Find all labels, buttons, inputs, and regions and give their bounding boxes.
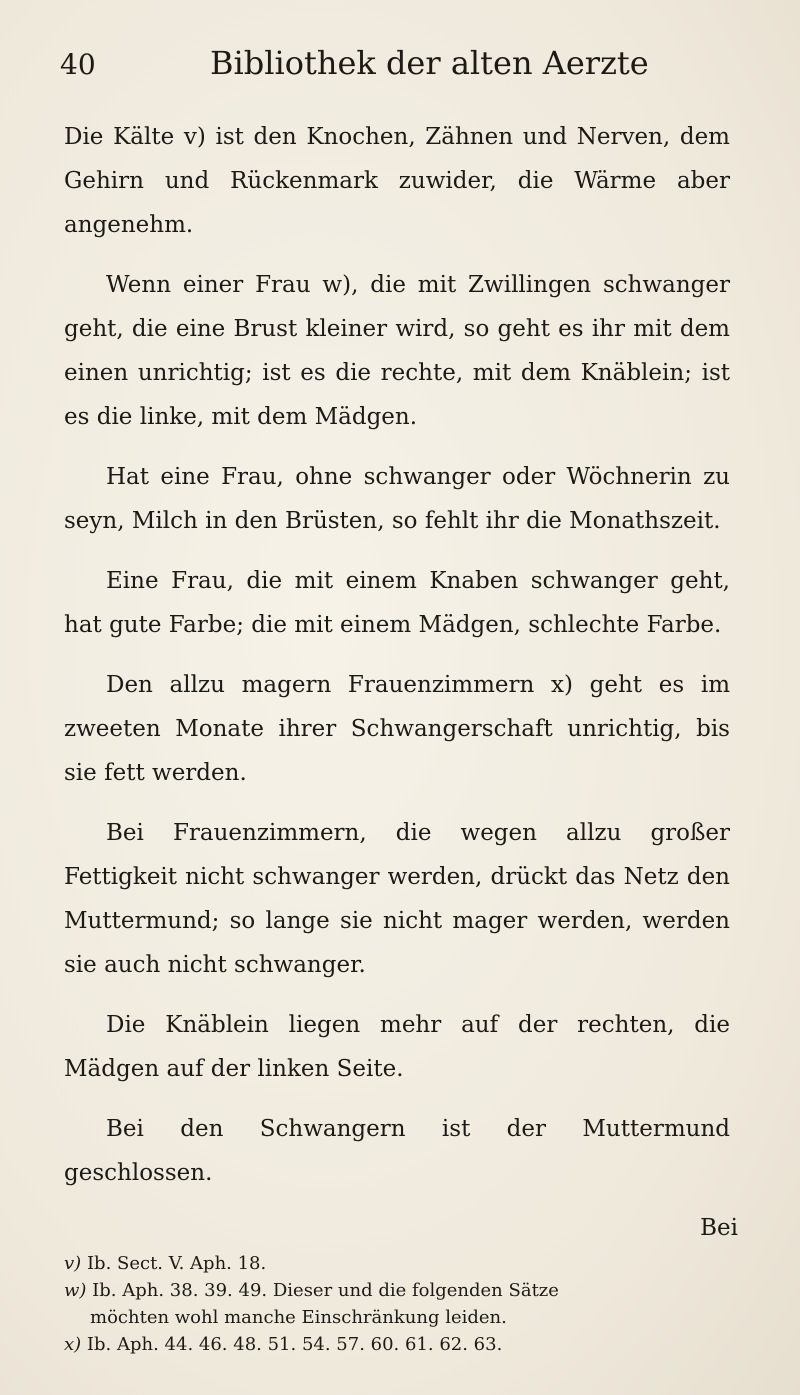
footnote-continuation [64, 1304, 744, 1331]
paragraph: Eine Frau, die mit einem Knaben schwanger geht, hat gute Farbe; die mit einem Mädgen, schlechte Farbe. [64, 568, 730, 638]
footnote-marker: v) [64, 1253, 82, 1274]
footnote-text: Ib. Aph. 38. 39. 49. Dieser und die folgenden Sätze [92, 1280, 559, 1301]
running-title: Bibliothek der alten Aerzte [210, 44, 649, 82]
footnote-marker: w) [64, 1280, 87, 1301]
footnote-text: Ib. Sect. V. Aph. 18. [86, 1253, 267, 1274]
page-number: 40 [60, 48, 96, 81]
footnote-marker: x) [64, 1334, 82, 1355]
body-text [64, 115, 730, 1211]
paragraph: Den allzu magern Frauenzimmern x) geht es im zweeten Monate ihrer Schwangerschaft unrichtig, bis sie fett werden. [64, 672, 730, 786]
paragraph: Bei den Schwangern ist der Muttermund geschlossen. [64, 1116, 730, 1186]
footnote-text: möchten wohl manche Einschränkung leiden. [90, 1307, 507, 1328]
paragraph: Hat eine Frau, ohne schwanger oder Wöchnerin zu seyn, Milch in den Brüsten, so fehlt ihr die Monathszeit. [64, 464, 730, 534]
paragraph: Wenn einer Frau w), die mit Zwillingen schwanger geht, die eine Brust kleiner wird, so geht es ihr mit dem einen unrichtig; ist es die rechte, mit dem Knäblein; ist es die linke, mit dem Mädgen. [64, 272, 730, 430]
footnote [64, 1331, 744, 1358]
paragraph: Die Knäblein liegen mehr auf der rechten, die Mädgen auf der linken Seite. [64, 1012, 730, 1082]
paragraph: Die Kälte v) ist den Knochen, Zähnen und Nerven, dem Gehirn und Rückenmark zuwider, die Wärme aber angenehm. [64, 124, 730, 238]
catchword: Bei [700, 1215, 738, 1241]
footnotes [64, 1250, 744, 1358]
footnote-text: Ib. Aph. 44. 46. 48. 51. 54. 57. 60. 61. 62. 63. [86, 1334, 503, 1355]
footnote [64, 1250, 744, 1277]
footnote [64, 1277, 744, 1304]
page-header [60, 44, 740, 88]
paragraph: Bei Frauenzimmern, die wegen allzu großer Fettigkeit nicht schwanger werden, drückt das Netz den Muttermund; so lange sie nicht mager werden, werden sie auch nicht schwanger. [64, 820, 730, 978]
